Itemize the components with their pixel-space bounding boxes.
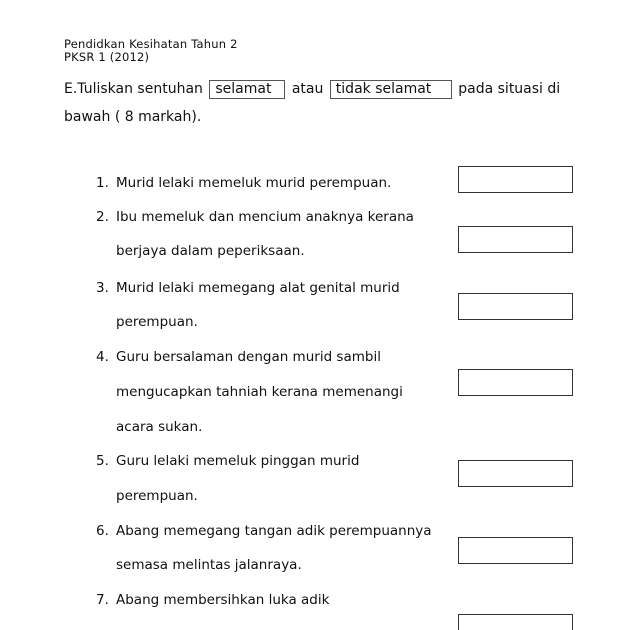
instruction-mid: atau <box>291 81 324 97</box>
document-header <box>64 38 238 64</box>
item-text: Guru lelaki memeluk pinggan murid <box>116 453 360 469</box>
item-text: perempuan. <box>116 314 198 330</box>
item-text: acara sukan. <box>116 419 203 435</box>
item-text: berjaya dalam peperiksaan. <box>116 243 305 259</box>
answer-box-3[interactable] <box>458 293 573 320</box>
answer-box-7[interactable] <box>458 614 573 630</box>
answer-box-5[interactable] <box>458 460 573 487</box>
answer-box-2[interactable] <box>458 226 573 253</box>
item-text: Abang memegang tangan adik perempuannya <box>116 523 432 539</box>
item-number: 1. <box>96 175 109 191</box>
item-text: Ibu memeluk dan mencium anaknya kerana <box>116 209 414 225</box>
item-number: 7. <box>96 592 109 608</box>
item-text: Guru bersalaman dengan murid sambil <box>116 349 381 365</box>
answer-box-1[interactable] <box>458 166 573 193</box>
option-tidak-selamat-box: tidak selamat <box>330 80 452 99</box>
option-selamat-box: selamat <box>209 80 285 99</box>
item-number: 4. <box>96 349 109 365</box>
answer-box-6[interactable] <box>458 537 573 564</box>
item-text: perempuan. <box>116 488 198 504</box>
answer-box-4[interactable] <box>458 369 573 396</box>
item-text: Murid lelaki memegang alat genital murid <box>116 280 400 296</box>
subject-title: Pendidkan Kesihatan Tahun 2 <box>64 37 238 51</box>
instruction-line-1 <box>64 80 560 99</box>
item-number: 6. <box>96 523 109 539</box>
item-text: mengucapkan tahniah kerana memenangi <box>116 384 403 400</box>
exam-code: PKSR 1 (2012) <box>64 50 150 64</box>
item-number: 5. <box>96 453 109 469</box>
instruction-line-2: bawah ( 8 markah). <box>64 109 202 125</box>
instruction-prefix: E.Tuliskan sentuhan <box>64 81 203 97</box>
item-text: Abang membersihkan luka adik <box>116 592 330 608</box>
item-number: 3. <box>96 280 109 296</box>
item-text: Murid lelaki memeluk murid perempuan. <box>116 175 392 191</box>
item-number: 2. <box>96 209 109 225</box>
instruction-suffix: pada situasi di <box>458 81 561 97</box>
item-text: semasa melintas jalanraya. <box>116 557 302 573</box>
